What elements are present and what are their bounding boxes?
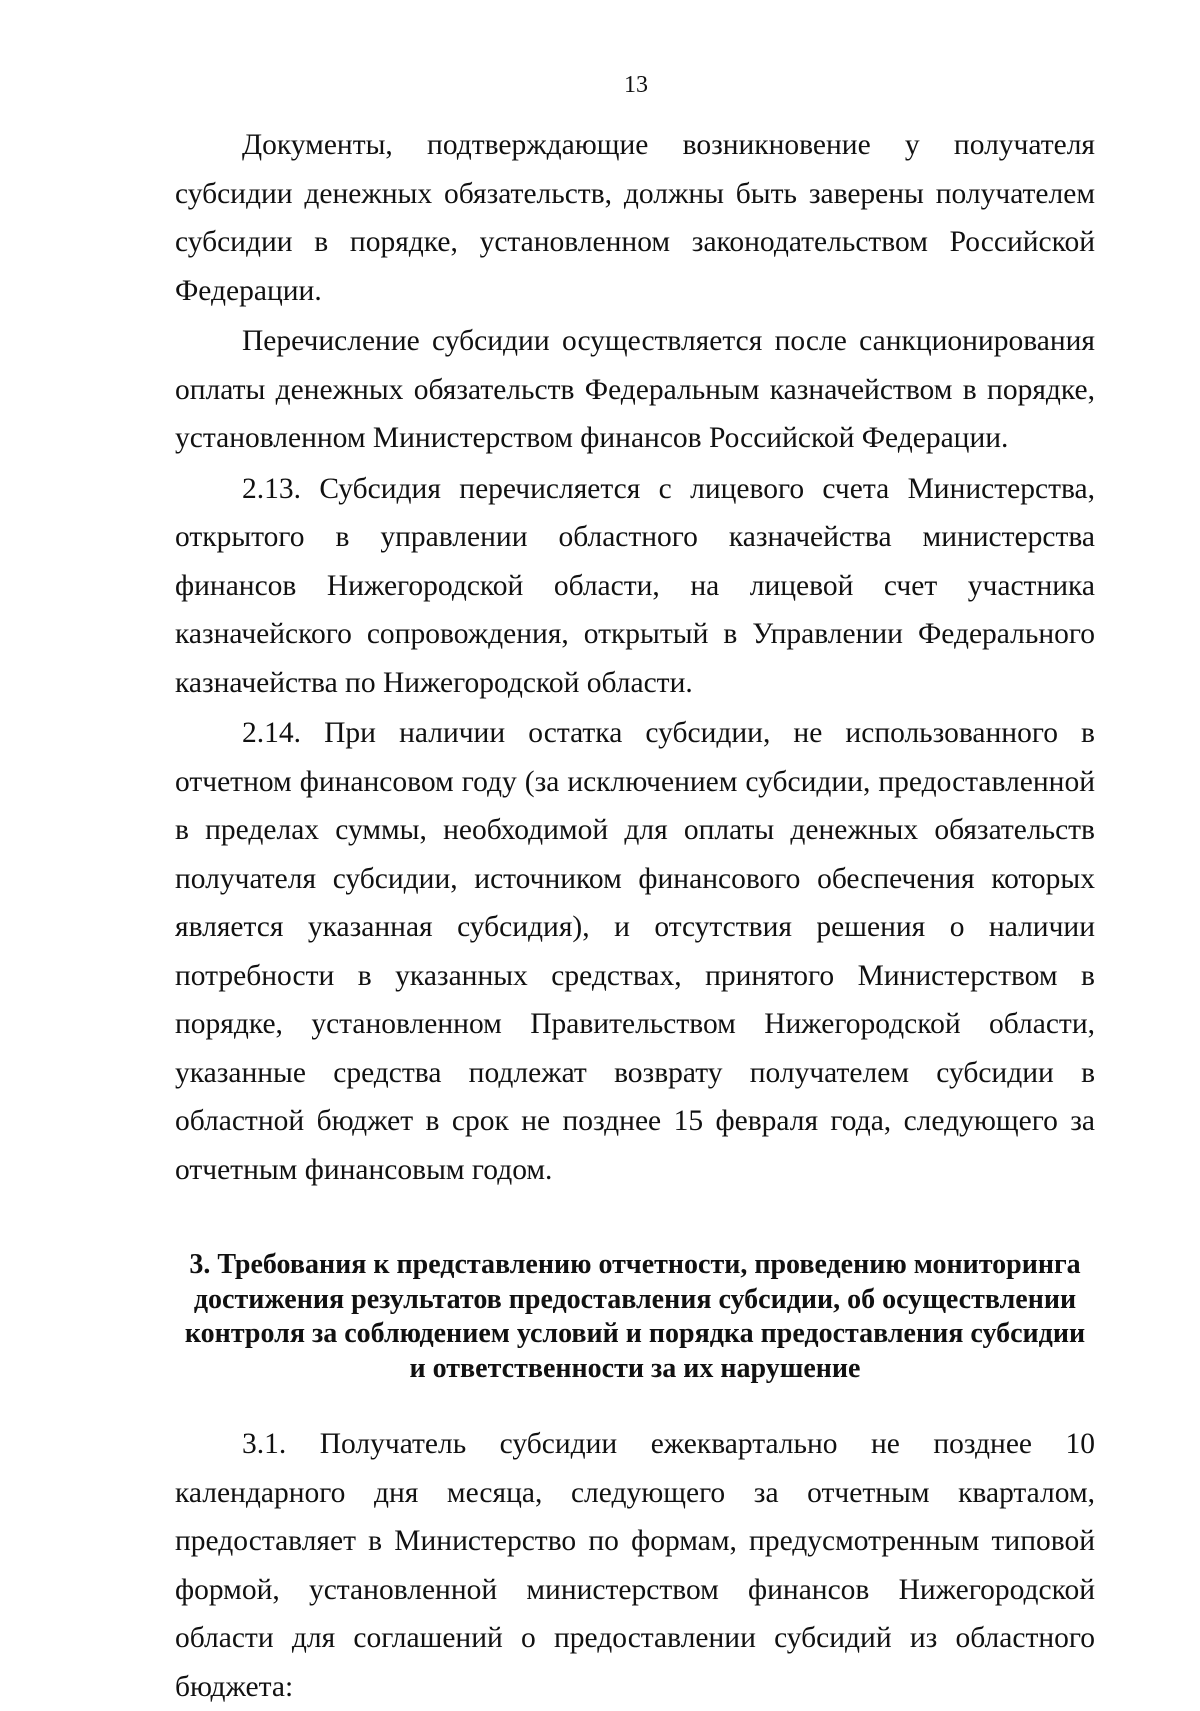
- paragraph-2-14: 2.14. При наличии остатка субсидии, не использованного в отчетном финансовом году (за исключением субсидии, предоставленной в пределах суммы, необходимой для оплаты денежных обязательств получателя субсидии, источником финансового обеспечения которых является указанная субсидия), и отсутствия решения о наличии потребности в указанных средствах, принятого Министерством в порядке, установленном Правительством Нижегородской области, указанные средства подлежат возврату получателем субсидии в областной бюджет в срок не позднее 15 февраля года, следующего за отчетным финансовым годом.: [175, 717, 1095, 1186]
- section-heading-line: и ответственности за их нарушение: [409, 1352, 861, 1384]
- section-heading-line: контроля за соблюдением условий и порядка предоставления субсидии: [184, 1318, 1086, 1349]
- paragraph-2-13: 2.13. Субсидия перечисляется с лицевого счета Министерства, открытого в управлении областного казначейства министерства финансов Нижегородской области, на лицевой счет участника казначейского сопровождения, открытый в Управлении Федерального казначейства по Нижегородской области.: [175, 472, 1095, 699]
- document-body: [175, 121, 1095, 1711]
- section-heading-line: достижения результатов предоставления субсидии, об осуществлении: [193, 1283, 1077, 1315]
- section-heading-line: 3. Требования к представлению отчетности, проведению мониторинга: [189, 1249, 1081, 1280]
- paragraph-documents-certification: Документы, подтверждающие возникновение у получателя субсидии денежных обязательств, должны быть заверены получателем субсидии в порядке, установленном законодательством Российской Федерации.: [175, 129, 1095, 307]
- page-number: 13: [624, 72, 648, 98]
- paragraph-3-1: 3.1. Получатель субсидии ежеквартально не позднее 10 календарного дня месяца, следующего за отчетным кварталом, предоставляет в Министерство по формам, предусмотренным типовой формой, установленной министерством финансов Нижегородской области для соглашений о предоставлении субсидий из областного бюджета:: [175, 1428, 1095, 1703]
- section-3-heading: [175, 1248, 1095, 1386]
- paragraph-subsidy-transfer: Перечисление субсидии осуществляется после санкционирования оплаты денежных обязательств Федеральным казначейством в порядке, установленном Министерством финансов Российской Федерации.: [175, 325, 1095, 454]
